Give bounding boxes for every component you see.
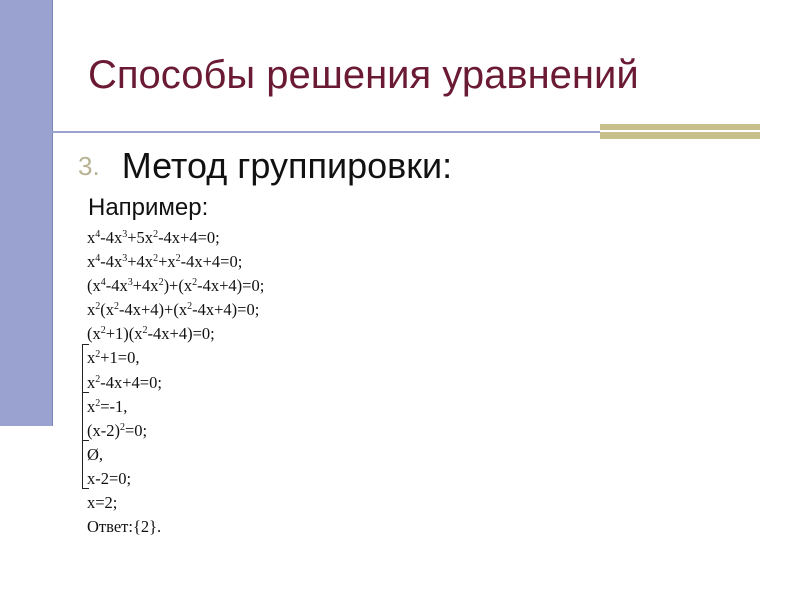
equation-text: -4x+4)=0; [197, 276, 265, 296]
equation-text: )+(x [163, 276, 193, 296]
equation-text: +4x [127, 252, 154, 272]
equation-line [87, 371, 264, 395]
exponent: 3 [122, 229, 128, 240]
equation-text: +1=0, [100, 348, 140, 368]
equation-text: -4x+4=0; [100, 372, 162, 392]
exponent: 4 [100, 277, 106, 289]
equation-text: -4x+4=0; [180, 252, 243, 272]
equation-text: -4x+4)+(x [119, 300, 188, 320]
equation-text: x [87, 348, 96, 368]
list-item-number: 3. [78, 151, 100, 181]
exponent: 2 [119, 421, 125, 433]
equation-text: +1)(x [105, 324, 143, 344]
equation-text: -4x [100, 228, 123, 247]
exponent: 2 [153, 253, 159, 265]
equation-line [87, 274, 264, 298]
divider-accent [600, 124, 760, 139]
example-label: Например: [88, 194, 209, 221]
equation-text: -4x+4)=0; [192, 300, 260, 320]
list-item-text: Метод группировки: [121, 145, 453, 186]
equation-text: x [87, 396, 96, 416]
equation-text: -4x [105, 276, 128, 296]
equation-text: =-1, [100, 396, 128, 416]
exponent: 4 [95, 229, 101, 240]
equation-text: +x [158, 252, 176, 272]
exponent: 2 [158, 277, 164, 289]
equation-line [87, 419, 264, 443]
equation-line [87, 443, 264, 467]
equation-text: -4x+4)=0; [147, 324, 215, 344]
equation-text: +5x [127, 228, 154, 247]
exponent: 2 [153, 229, 159, 240]
equation-line [87, 322, 264, 346]
equation-line [87, 298, 264, 322]
equation-text: -4x [100, 252, 123, 272]
exponent: 2 [192, 277, 198, 289]
exponent: 2 [114, 301, 119, 313]
equation-text: (x [87, 324, 101, 344]
equation-text: x-2=0; [87, 468, 132, 488]
system-bracket [82, 344, 89, 393]
equation-text: -4x+4=0; [158, 228, 220, 247]
exponent: 2 [95, 373, 101, 385]
equation-text: (x-2) [87, 420, 120, 440]
equation-line [87, 346, 264, 370]
system-bracket [82, 440, 89, 489]
equation-text: Ø, [87, 444, 104, 464]
exponent: 2 [175, 253, 181, 265]
equation-text: x [87, 228, 96, 247]
equation-text: x [87, 372, 96, 392]
equation-line [87, 395, 264, 419]
equation-text: (x [100, 300, 114, 320]
exponent: 2 [142, 325, 148, 337]
equation-line [87, 467, 264, 491]
equation-text: x [87, 300, 96, 320]
equation-line [87, 226, 264, 250]
exponent: 3 [127, 277, 133, 289]
side-decor-bar [0, 0, 53, 426]
equation-text: x=2; [87, 493, 118, 513]
system-bracket [82, 392, 89, 441]
equation-text: +4x [132, 276, 159, 296]
equation-line [87, 250, 264, 274]
exponent: 2 [100, 325, 106, 337]
list-item-heading [78, 145, 452, 187]
exponent: 2 [95, 397, 101, 409]
equation-text: Ответ:{2}. [87, 517, 162, 537]
equation-text: x [87, 252, 96, 272]
exponent: 2 [95, 301, 101, 313]
title-divider [35, 131, 600, 133]
equation-line [87, 515, 264, 539]
exponent: 4 [95, 253, 101, 265]
slide-title: Способы решения уравнений [88, 53, 639, 97]
equation-line [87, 491, 264, 515]
exponent: 2 [187, 301, 193, 313]
exponent: 3 [122, 253, 128, 265]
solution-lines [87, 226, 264, 539]
equation-text: =0; [124, 420, 148, 440]
equation-text: (x [87, 276, 101, 296]
exponent: 2 [95, 349, 101, 361]
